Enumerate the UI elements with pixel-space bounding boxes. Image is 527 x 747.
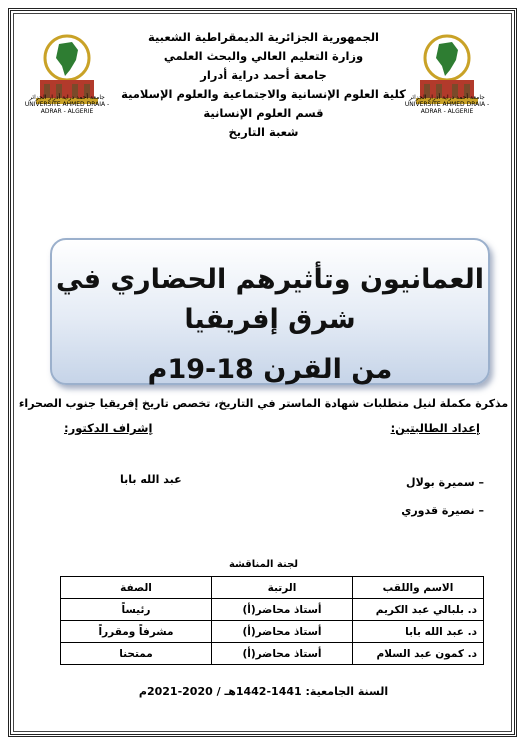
supervisor-label: إشراف الدكتور: <box>64 421 153 435</box>
department-name: قسم العلوم الإنسانية <box>203 106 324 120</box>
member-role: رئيساً <box>61 599 212 621</box>
thesis-title-box <box>50 238 490 385</box>
committee-table <box>60 576 484 665</box>
member-rank: أستاذ محاضر(أ) <box>212 599 353 621</box>
logo-caption-left: جامعة أحمد دراية أدرار الجزائر UNIVERSITE AHMED DRAIA - ADRAR - ALGERIE <box>24 94 110 115</box>
logo-caption-right: جامعة أحمد دراية أدرار الجزائر UNIVERSITE AHMED DRAIA - ADRAR - ALGERIE <box>404 94 490 115</box>
member-name: د. بلبالي عبد الكريم <box>353 599 484 621</box>
republic-name: الجمهورية الجزائرية الديمقراطية الشعبية <box>147 30 379 44</box>
member-rank: أستاذ محاضر(أ) <box>212 621 353 643</box>
table-row <box>61 599 484 621</box>
faculty-name: كلية العلوم الإنسانية والاجتماعية والعلوم الإسلامية <box>121 87 406 101</box>
header-rank: الرتبة <box>212 577 353 599</box>
thesis-note: مذكرة مكملة لنيل متطلبات شهادة الماستر في التاريخ، تخصص تاريخ إفريقيا جنوب الصحراء <box>18 397 509 410</box>
university-name: جامعة أحمد دراية أدرار <box>200 68 327 82</box>
branch-name: شعبة التاريخ <box>228 125 299 139</box>
member-name: د. عبد الله بابا <box>353 621 484 643</box>
member-name: د. كمون عبد السلام <box>353 643 484 665</box>
table-row <box>61 621 484 643</box>
table-header-row <box>61 577 484 599</box>
ministry-name: وزارة التعليم العالي والبحث العلمي <box>163 49 364 63</box>
table-row <box>61 643 484 665</box>
committee-label: لجنة المناقشة <box>228 559 299 570</box>
member-rank: أستاذ محاضر(أ) <box>212 643 353 665</box>
header-role: الصفة <box>61 577 212 599</box>
student-name-2: – نصيرة قدوري <box>401 504 484 517</box>
header-name: الاسم واللقب <box>353 577 484 599</box>
supervisor-name: عبد الله بابا <box>120 473 182 486</box>
institution-header <box>0 28 527 142</box>
students-label: إعداد الطالبتين: <box>390 421 480 435</box>
thesis-title-line2: من القرن 18-19م <box>147 354 393 385</box>
student-name-1: – سميرة بولال <box>406 476 484 489</box>
thesis-title-line1: العمانيون وتأثيرهم الحضاري في شرق إفريقيا <box>56 264 484 335</box>
academic-year: السنة الجامعية: 1441-1442هـ / 2020-2021م <box>138 685 389 698</box>
member-role: مشرفاً ومقرراً <box>61 621 212 643</box>
member-role: ممتحنا <box>61 643 212 665</box>
